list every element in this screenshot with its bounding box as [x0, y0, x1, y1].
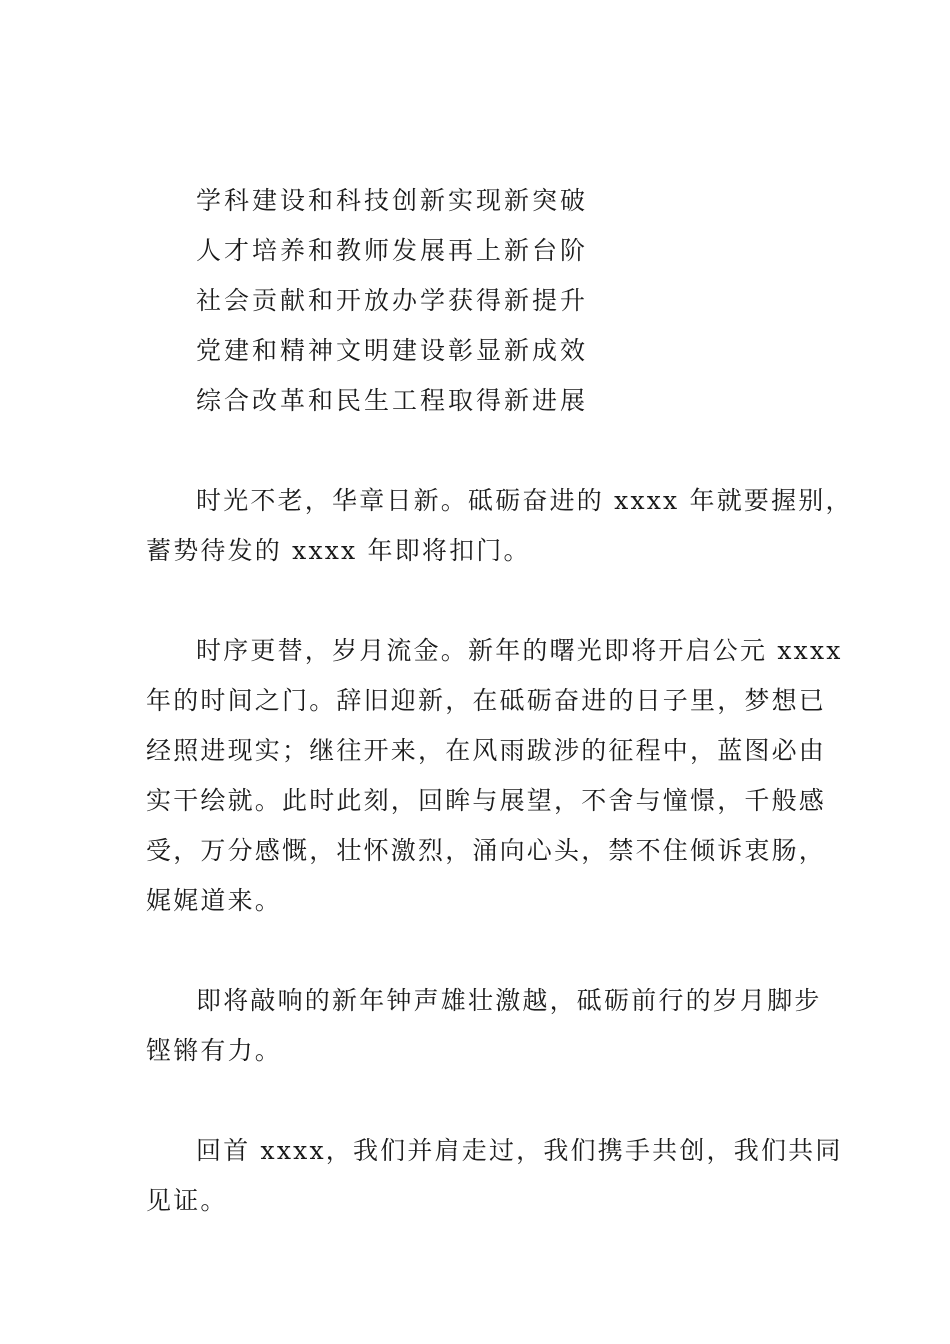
paragraph-2-line-1: 时序更替，岁月流金。新年的曙光即将开启公元 xxxx: [196, 636, 843, 665]
paragraph-2-line-2: 年的时间之门。辞旧迎新，在砥砺奋进的日子里，梦想已: [146, 686, 827, 715]
headline-3: 社会贡献和开放办学获得新提升: [196, 286, 589, 315]
paragraph-2-line-6: 娓娓道来。: [146, 886, 283, 915]
paragraph-1-line-2: 蓄势待发的 xxxx 年即将扣门。: [146, 536, 531, 565]
paragraph-2-line-3: 经照进现实；继往开来，在风雨跋涉的征程中，蓝图必由: [146, 736, 827, 765]
paragraph-2-line-5: 受，万分感慨，壮怀激烈，涌向心头，禁不住倾诉衷肠，: [146, 836, 827, 865]
paragraph-1-line-1: 时光不老，华章日新。砥砺奋进的 xxxx 年就要握别，: [196, 486, 853, 515]
headline-4: 党建和精神文明建设彰显新成效: [196, 336, 589, 365]
paragraph-4-line-1: 回首 xxxx，我们并肩走过，我们携手共创，我们共同: [196, 1136, 843, 1165]
headline-1: 学科建设和科技创新实现新突破: [196, 186, 589, 215]
paragraph-3-line-2: 铿锵有力。: [146, 1036, 283, 1065]
paragraph-2-line-4: 实干绘就。此时此刻，回眸与展望，不舍与憧憬，千般感: [146, 786, 827, 815]
paragraph-4-line-2: 见证。: [146, 1186, 228, 1215]
headline-2: 人才培养和教师发展再上新台阶: [196, 236, 589, 265]
paragraph-3-line-1: 即将敲响的新年钟声雄壮激越，砥砺前行的岁月脚步: [196, 986, 822, 1015]
headline-5: 综合改革和民生工程取得新进展: [196, 386, 589, 415]
